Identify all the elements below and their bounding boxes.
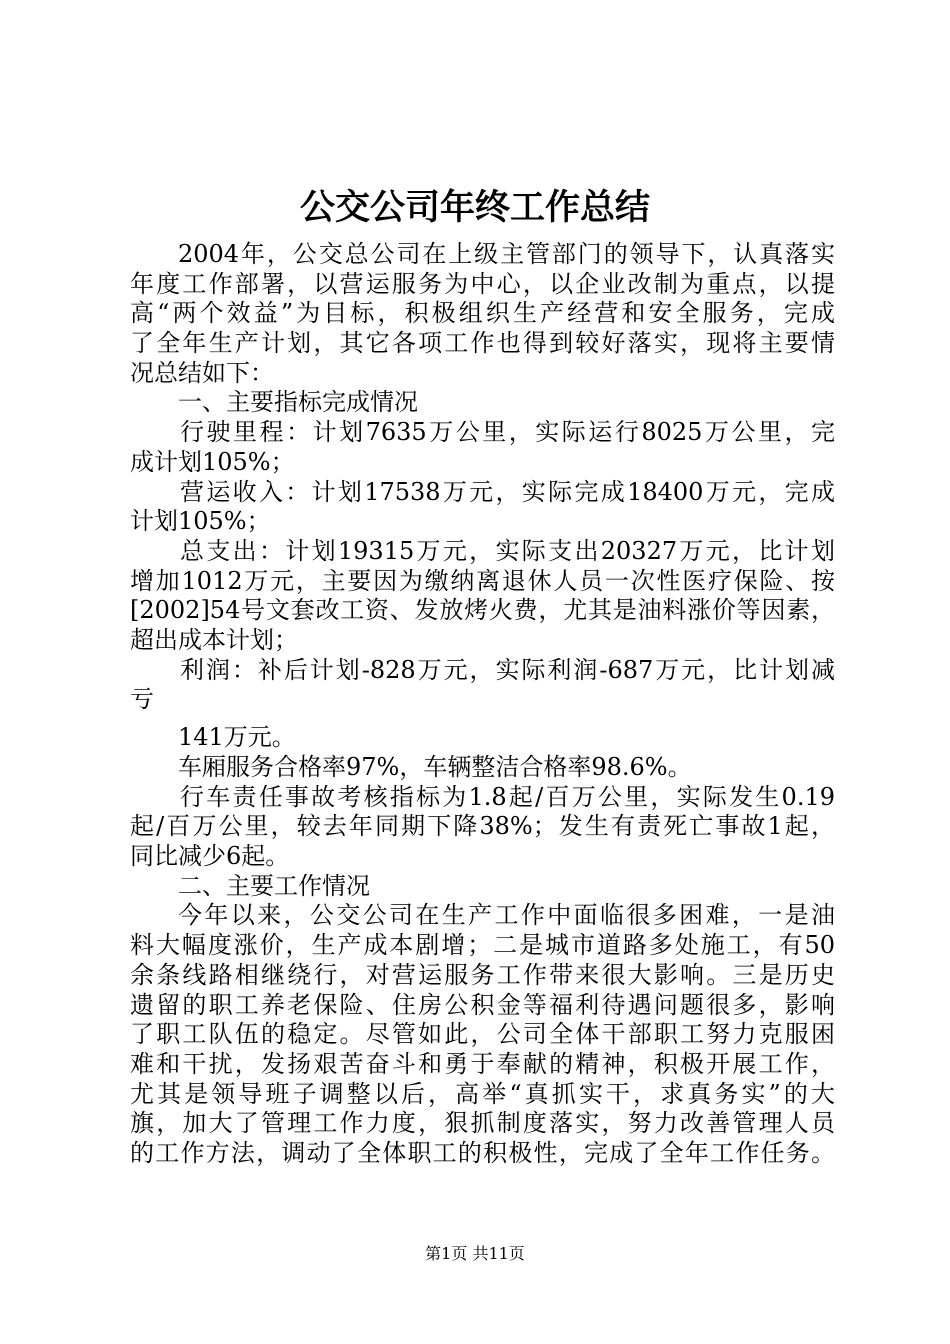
paragraph-line: 行车责任事故考核指标为1.8起/百万公里，实际发生0.19 (180, 782, 835, 811)
paragraph-line: 旗，加大了管理工作力度，狠抓制度落实，努力改善管理人员 (130, 1109, 835, 1138)
paragraph-line: 141万元。 (178, 723, 296, 752)
paragraph-line: 高“两个效益”为目标，积极组织生产经营和安全服务，完成 (130, 299, 835, 328)
paragraph-line: 计划105%； (130, 507, 271, 536)
paragraph-line: 年度工作部署，以营运服务为中心，以企业改制为重点，以提 (130, 269, 835, 298)
paragraph-line: 营运收入：计划17538万元，实际完成18400万元，完成 (180, 477, 835, 506)
document-body (130, 240, 835, 1169)
paragraph-line: 了职工队伍的稳定。尽管如此，公司全体干部职工努力克服困 (130, 1020, 835, 1049)
paragraph-line: 况总结如下： (130, 358, 274, 387)
paragraph-line: 行驶里程：计划7635万公里，实际运行8025万公里，完 (180, 418, 835, 447)
paragraph-line: 增加1012万元，主要因为缴纳离退休人员一次性医疗保险、按 (130, 566, 835, 595)
paragraph-line: 同比减少6起。 (130, 842, 290, 871)
section-heading: 一、主要指标完成情况 (178, 388, 418, 417)
paragraph-line: 起/百万公里，较去年同期下降38%；发生有责死亡事故1起， (130, 812, 835, 841)
paragraph-line: 利润：补后计划-828万元，实际利润-687万元，比计划减 (180, 655, 835, 684)
paragraph-line: 遗留的职工养老保险、住房公积金等福利待遇问题很多，影响 (130, 990, 835, 1019)
section-heading: 二、主要工作情况 (178, 871, 370, 900)
paragraph-line: 亏 (130, 685, 154, 714)
paragraph-line: 超出成本计划； (130, 625, 298, 654)
paragraph-line: 余条线路相继绕行，对营运服务工作带来很大影响。三是历史 (130, 960, 835, 989)
paragraph-line: [2002]54号文套改工资、发放烤火费，尤其是油料涨价等因素， (130, 596, 835, 625)
paragraph-line: 料大幅度涨价，生产成本剧增；二是城市道路多处施工，有50 (130, 931, 835, 960)
paragraph-line: 今年以来，公交公司在生产工作中面临很多困难，一是油 (178, 901, 835, 930)
document-title: 公交公司年终工作总结 (299, 187, 650, 228)
paragraph-line: 成计划105%； (130, 447, 295, 476)
paragraph-line: 尤其是领导班子调整以后，高举“真抓实干，求真务实”的大 (130, 1079, 835, 1108)
paragraph-line: 的工作方法，调动了全体职工的积极性，完成了全年工作任务。 (130, 1138, 835, 1167)
paragraph-line: 总支出：计划19315万元，实际支出20327万元，比计划 (180, 536, 835, 565)
paragraph-line: 车厢服务合格率97%，车辆整洁合格率98.6%。 (178, 753, 692, 781)
page-footer: 第1页 共11页 (425, 1244, 525, 1263)
paragraph-line: 难和干扰，发扬艰苦奋斗和勇于奉献的精神，积极开展工作， (130, 1049, 835, 1078)
paragraph-line: 2004年，公交总公司在上级主管部门的领导下，认真落实 (178, 240, 835, 268)
paragraph-line: 了全年生产计划，其它各项工作也得到较好落实，现将主要情 (130, 329, 835, 358)
